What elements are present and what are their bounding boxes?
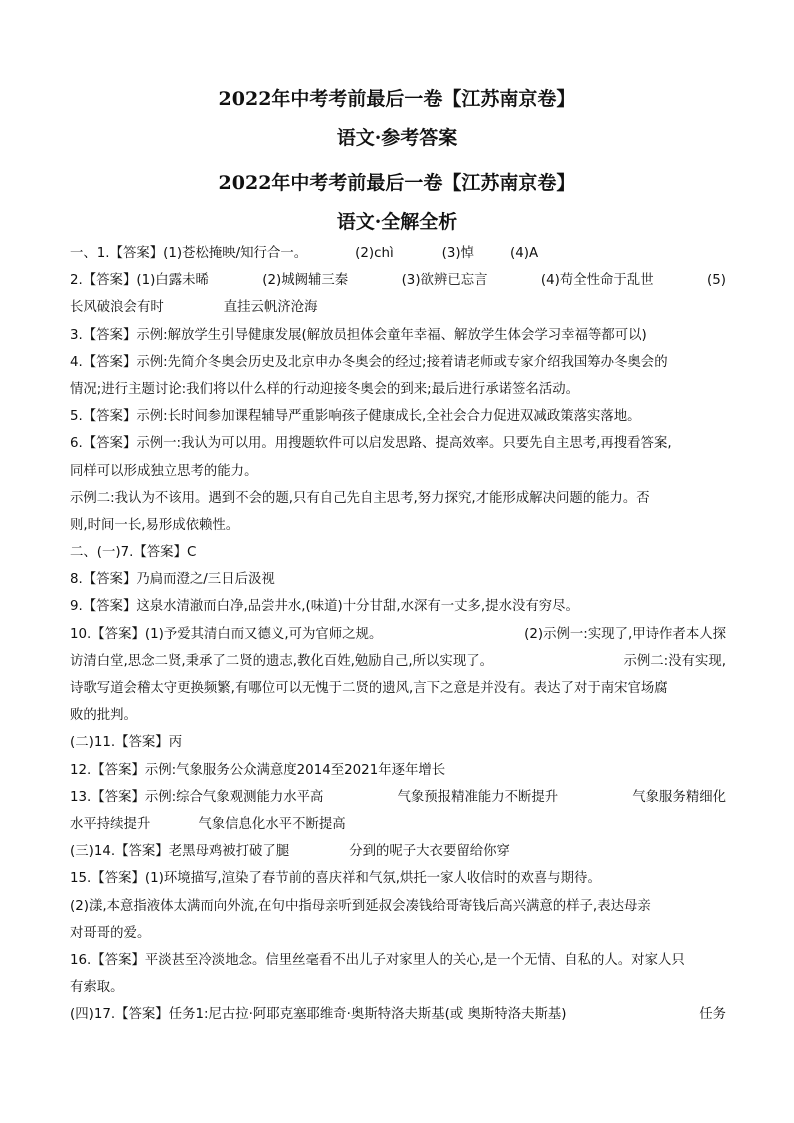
answer-q15-part2-continued: 对哥哥的爱。 xyxy=(70,925,151,941)
answer-q10-continued-3: 败的批判。 xyxy=(70,708,137,724)
answer-key-heading: 语文·参考答案 xyxy=(336,127,458,149)
answer-q15: 15.【答案】(1)环境描写,渲染了春节前的喜庆祥和气氛,烘托一家人收信时的欢喜与期待。 xyxy=(70,871,601,887)
answer-q6-continued: 同样可以形成独立思考的能力。 xyxy=(70,463,258,479)
answer-q4: 4.【答案】示例:先简介冬奥会历史及北京申办冬奥会的经过;接着请老师或专家介绍我国筹办冬奥会的 xyxy=(70,354,668,370)
answer-q3: 3.【答案】示例:解放学生引导健康发展(解放员担体会童年幸福、解放学生体会学习幸福等都可以) xyxy=(70,327,647,343)
answer-q6-example2-continued: 则,时间一长,易形成依赖性。 xyxy=(70,517,240,533)
answer-q13: 13.【答案】示例:综合气象观测能力水平高 气象预报精准能力不断提升 气象服务精细化 xyxy=(70,789,726,805)
answer-q1: 一、1.【答案】(1)苍松掩映/知行合一。 (2)chì (3)悼 (4)A xyxy=(70,246,539,261)
answer-q9: 9.【答案】这泉水清澈而白净,品尝井水,(味道)十分甘甜,水深有一丈多,提水没有穷尽。 xyxy=(70,599,579,615)
exam-title: 2022年中考考前最后一卷【江苏南京卷】 xyxy=(218,88,576,110)
answer-q10: 10.【答案】(1)予爱其清白而又德义,可为官师之规。 (2)示例一:实现了,甲诗作者本人探 xyxy=(70,626,726,642)
exam-title-repeat: 2022年中考考前最后一卷【江苏南京卷】 xyxy=(218,172,576,194)
answer-q2: 2.【答案】(1)白露未晞 (2)城阙辅三秦 (3)欲辨已忘言 (4)苟全性命于乱世 (5) xyxy=(70,273,726,289)
answer-q2-continued: 长风破浪会有时 直挂云帆济沧海 xyxy=(70,300,318,316)
full-analysis-heading: 语文·全解全析 xyxy=(336,211,458,233)
answer-q8: 8.【答案】乃扃而澄之/三日后汲视 xyxy=(70,572,275,588)
answer-q6: 6.【答案】示例一:我认为可以用。用搜题软件可以启发思路、提高效率。只要先自主思考,再搜看答案, xyxy=(70,436,672,452)
answer-q15-part2: (2)漾,本意指液体太满而向外流,在句中指母亲听到延叔会凑钱给哥寄钱后高兴满意的样子,表达母亲 xyxy=(70,898,651,914)
answer-q14: (三)14.【答案】老黑母鸡被打破了腿 分到的呢子大衣要留给你穿 xyxy=(70,844,510,860)
answer-list xyxy=(70,240,726,1028)
answer-q13-continued: 水平持续提升 气象信息化水平不断提高 xyxy=(70,816,346,832)
answer-q10-continued: 访清白堂,思念二贤,秉承了二贤的遗志,教化百姓,勉励自己,所以实现了。 示例二:没有实现, xyxy=(70,653,726,669)
answer-q6-example2: 示例二:我认为不该用。遇到不会的题,只有自己先自主思考,努力探究,才能形成解决问题的能力。否 xyxy=(70,490,650,506)
answer-q12: 12.【答案】示例:气象服务公众满意度2014至2021年逐年增长 xyxy=(70,762,446,778)
answer-q10-continued-2: 诗歌写道会稽太守更换频繁,有哪位可以无愧于二贤的遗风,言下之意是并没有。表达了对于南宋官场腐 xyxy=(70,681,668,696)
answer-q5: 5.【答案】示例:长时间参加课程辅导严重影响孩子健康成长,全社会合力促进双减政策落实落地。 xyxy=(70,409,641,425)
answer-q16-continued: 有索取。 xyxy=(70,980,124,996)
answer-q11: (二)11.【答案】丙 xyxy=(70,735,183,751)
answer-q17: (四)17.【答案】任务1:尼古拉·阿耶克塞耶维奇·奥斯特洛夫斯基(或 奥斯特洛夫斯基) 任务 xyxy=(70,1007,726,1023)
answer-q4-continued: 情况;进行主题讨论:我们将以什么样的行动迎接冬奥会的到来;最后进行承诺签名活动。 xyxy=(70,381,579,397)
answer-q7: 二、(一)7.【答案】C xyxy=(70,545,197,561)
answer-q16: 16.【答案】平淡甚至冷淡地念。信里丝毫看不出儿子对家里人的关心,是一个无情、自私的人。对家人只 xyxy=(70,952,685,968)
